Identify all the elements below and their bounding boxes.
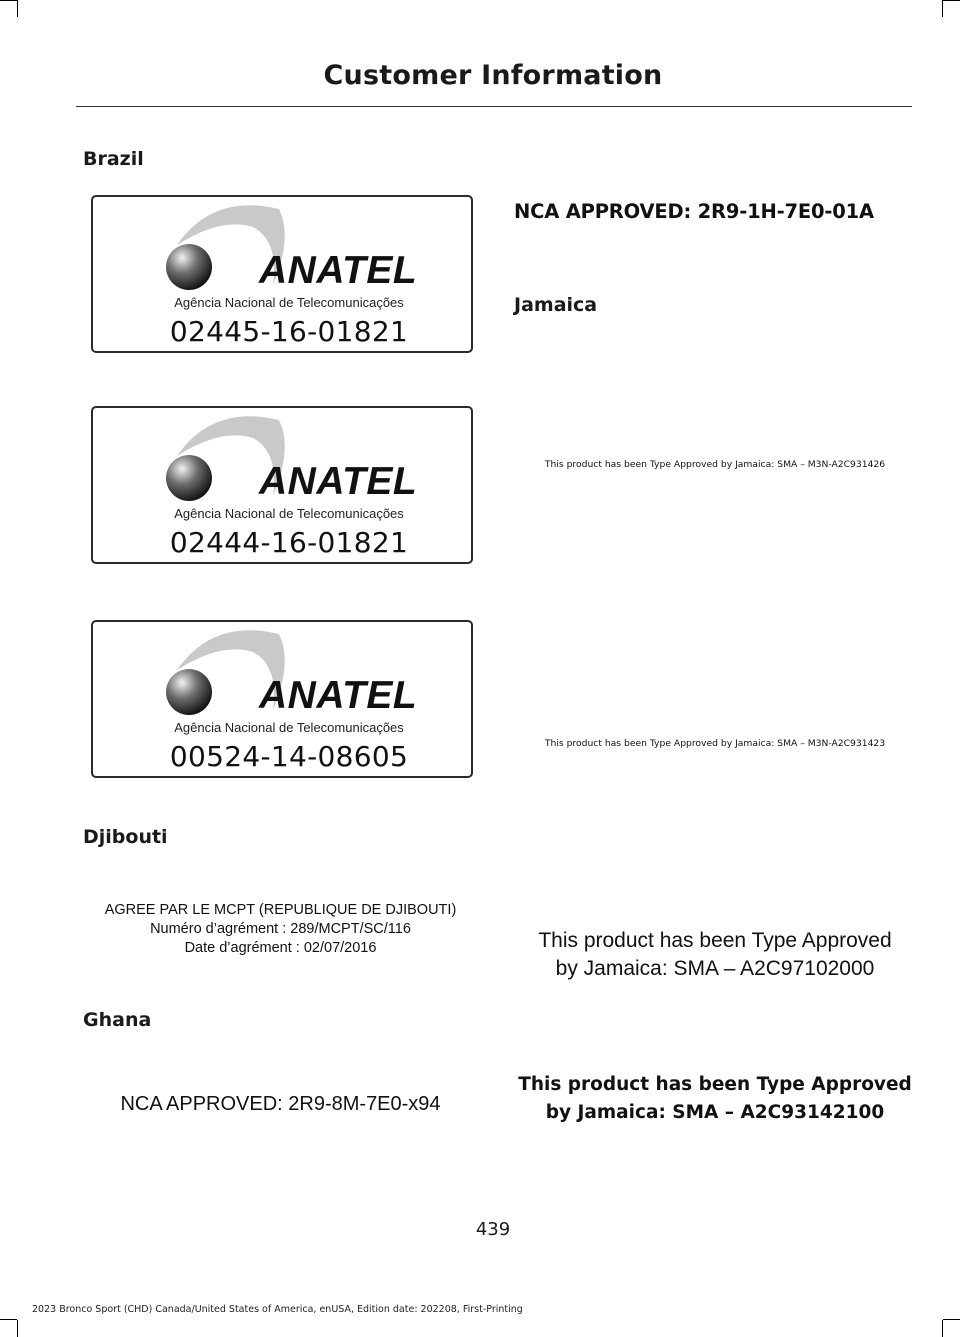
page-title: Customer Information <box>323 60 663 91</box>
ghana-approval: NCA APPROVED: 2R9-8M-7E0-x94 <box>120 1093 441 1115</box>
djibouti-approval-line: AGREE PAR LE MCPT (REPUBLIQUE DE DJIBOUTI) <box>104 902 457 918</box>
anatel-brand: ANATEL <box>259 674 418 717</box>
nca-approval: NCA APPROVED: 2R9-1H-7E0-01A <box>514 200 874 223</box>
djibouti-approval-date: Date d’agrément : 02/07/2016 <box>184 940 377 956</box>
crop-mark <box>17 1320 18 1337</box>
anatel-code: 02444-16-01821 <box>169 526 409 559</box>
crop-mark <box>942 0 943 17</box>
jamaica-approval: This product has been Type Approved by Jamaica: SMA – M3N-A2C931423 <box>544 738 886 749</box>
page-number: 439 <box>475 1219 511 1240</box>
jamaica-approval-line: This product has been Type Approved <box>538 929 892 952</box>
anatel-label <box>91 620 473 778</box>
section-heading-brazil: Brazil <box>83 148 144 170</box>
jamaica-approval-line: This product has been Type Approved <box>518 1074 912 1095</box>
anatel-agency: Agência Nacional de Telecomunicações <box>174 295 404 310</box>
anatel-label <box>91 406 473 564</box>
anatel-code: 02445-16-01821 <box>169 315 409 348</box>
anatel-brand: ANATEL <box>259 249 418 292</box>
section-heading-ghana: Ghana <box>83 1009 152 1031</box>
footer-text: 2023 Bronco Sport (CHD) Canada/United States of America, enUSA, Edition date: 202208, First-Printing <box>32 1304 523 1315</box>
section-heading-djibouti: Djibouti <box>83 826 168 848</box>
jamaica-approval-line: by Jamaica: SMA – A2C93142100 <box>545 1102 885 1123</box>
djibouti-approval-number: Numéro d’agrément : 289/MCPT/SC/116 <box>150 921 411 937</box>
jamaica-approval-line: by Jamaica: SMA – A2C97102000 <box>555 957 875 980</box>
crop-mark <box>943 1319 960 1320</box>
crop-mark <box>17 0 18 17</box>
crop-mark <box>0 0 17 1</box>
crop-mark <box>943 0 960 1</box>
anatel-agency: Agência Nacional de Telecomunicações <box>174 506 404 521</box>
header-divider <box>76 106 912 107</box>
section-heading-jamaica: Jamaica <box>514 294 598 316</box>
anatel-label <box>91 195 473 353</box>
crop-mark <box>942 1320 943 1337</box>
anatel-code: 00524-14-08605 <box>169 740 409 773</box>
anatel-agency: Agência Nacional de Telecomunicações <box>174 720 404 735</box>
anatel-brand: ANATEL <box>259 460 418 503</box>
jamaica-approval: This product has been Type Approved by Jamaica: SMA – M3N-A2C931426 <box>544 459 886 470</box>
crop-mark <box>0 1319 17 1320</box>
